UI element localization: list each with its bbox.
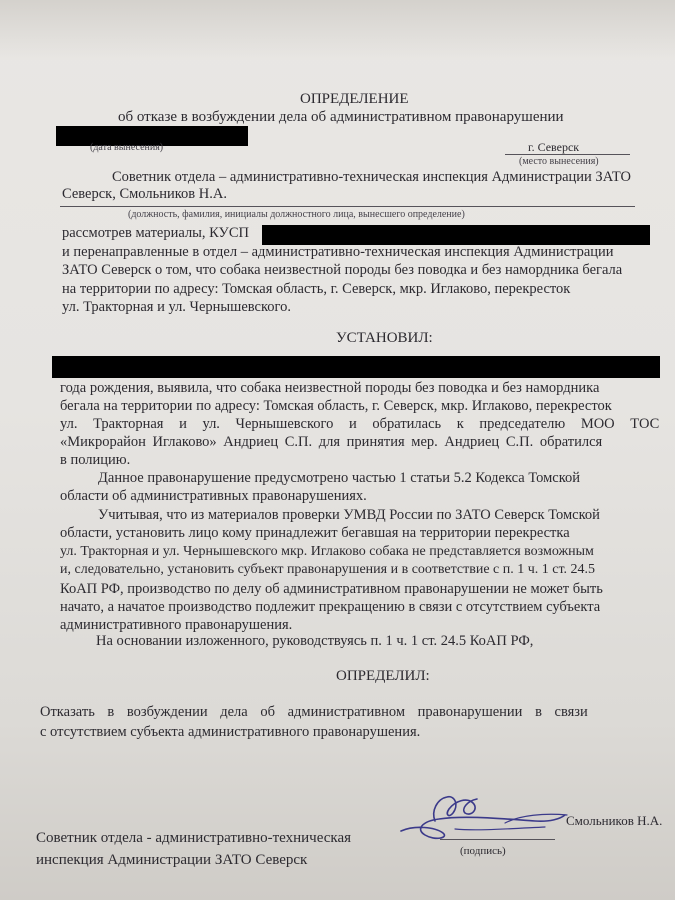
established-p2-line-2: области об административных правонарушениях.	[60, 488, 367, 504]
established-p2-line-1: Данное правонарушение предусмотрено частью 1 статьи 5.2 Кодекса Томской	[98, 470, 581, 486]
established-heading: УСТАНОВИЛ:	[336, 330, 433, 346]
page-shadow	[0, 0, 675, 60]
official-line-2: Северск, Смольников Н.А.	[62, 186, 227, 202]
signature-name: Смольников Н.А.	[566, 813, 663, 828]
intro-line-5: ул. Тракторная и ул. Чернышевского.	[62, 299, 291, 315]
established-p1-line-1: года рождения, выявила, что собака неизвестной породы без поводка и без намордника	[60, 380, 600, 396]
determined-line-1: Отказать в возбуждении дела об административном правонарушении в связи	[40, 704, 588, 720]
intro-line-2: и перенаправленные в отдел – административно-техническая инспекция Администрации	[62, 244, 614, 260]
handwritten-signature	[395, 785, 595, 850]
official-caption: (должность, фамилия, инициалы должностного лица, вынесшего определение)	[128, 209, 465, 220]
place-of-issue: г. Северск	[528, 140, 580, 154]
date-caption: (дата вынесения)	[90, 142, 164, 153]
established-p1-line-4: «Микрорайон Иглаково» Андриец С.П. для принятия мер. Андриец С.П. обратился	[60, 434, 603, 450]
established-p4: На основании изложенного, руководствуясь п. 1 ч. 1 ст. 24.5 КоАП РФ,	[96, 633, 534, 649]
place-underline	[505, 154, 630, 155]
established-p3-line-4: и, следовательно, установить субъект правонарушения и в соответствие с п. 1 ч. 1 ст. 24.5	[60, 562, 596, 577]
signature-underline	[440, 839, 555, 840]
established-p1-line-2: бегала на территории по адресу: Томская область, г. Северск, мкр. Иглаково, перекресток	[60, 398, 612, 414]
established-p3-line-1: Учитывая, что из материалов проверки УМВД России по ЗАТО Северск Томской	[98, 507, 600, 523]
established-p3-line-3: ул. Тракторная и ул. Чернышевского мкр. Иглаково собака не представляется возможным	[60, 544, 594, 559]
redacted-kusp	[262, 225, 650, 245]
redacted-person	[52, 356, 660, 378]
established-p3-line-5: КоАП РФ, производство по делу об административном правонарушении не может быть	[60, 581, 603, 597]
established-p3-line-6: начато, а начатое производство подлежит прекращению в связи с отсутствием субъекта	[60, 599, 601, 615]
intro-line-4: на территории по адресу: Томская область, г. Северск, мкр. Иглаково, перекресток	[62, 281, 571, 297]
signature-role-line-2: инспекция Администрации ЗАТО Северск	[36, 852, 308, 868]
established-p1-line-5: в полицию.	[60, 452, 131, 468]
signature-caption: (подпись)	[460, 845, 506, 857]
official-line-1: Советник отдела – административно-техническая инспекция Администрации ЗАТО	[112, 169, 632, 185]
document-title: ОПРЕДЕЛЕНИЕ	[300, 91, 409, 107]
established-p3-line-7: административного правонарушения.	[60, 617, 293, 633]
official-underline	[60, 206, 635, 207]
place-caption: (место вынесения)	[519, 156, 599, 167]
determined-line-2: с отсутствием субъекта административного правонарушения.	[40, 724, 421, 740]
intro-line-1: рассмотрев материалы, КУСП	[62, 225, 249, 241]
established-p3-line-2: области, установить лицо кому принадлежит бегавшая на территории перекрестка	[60, 525, 570, 541]
document-subtitle: об отказе в возбуждении дела об административном правонарушении	[118, 109, 564, 125]
intro-line-3: ЗАТО Северск о том, что собака неизвестной породы без поводка и без намордника бегала	[62, 262, 623, 278]
signature-role-line-1: Советник отдела - административно-техническая	[36, 830, 352, 846]
established-p1-line-3: ул. Тракторная и ул. Чернышевского и обратилась к председателю МОО ТОС	[60, 416, 660, 432]
determined-heading: ОПРЕДЕЛИЛ:	[336, 668, 430, 684]
